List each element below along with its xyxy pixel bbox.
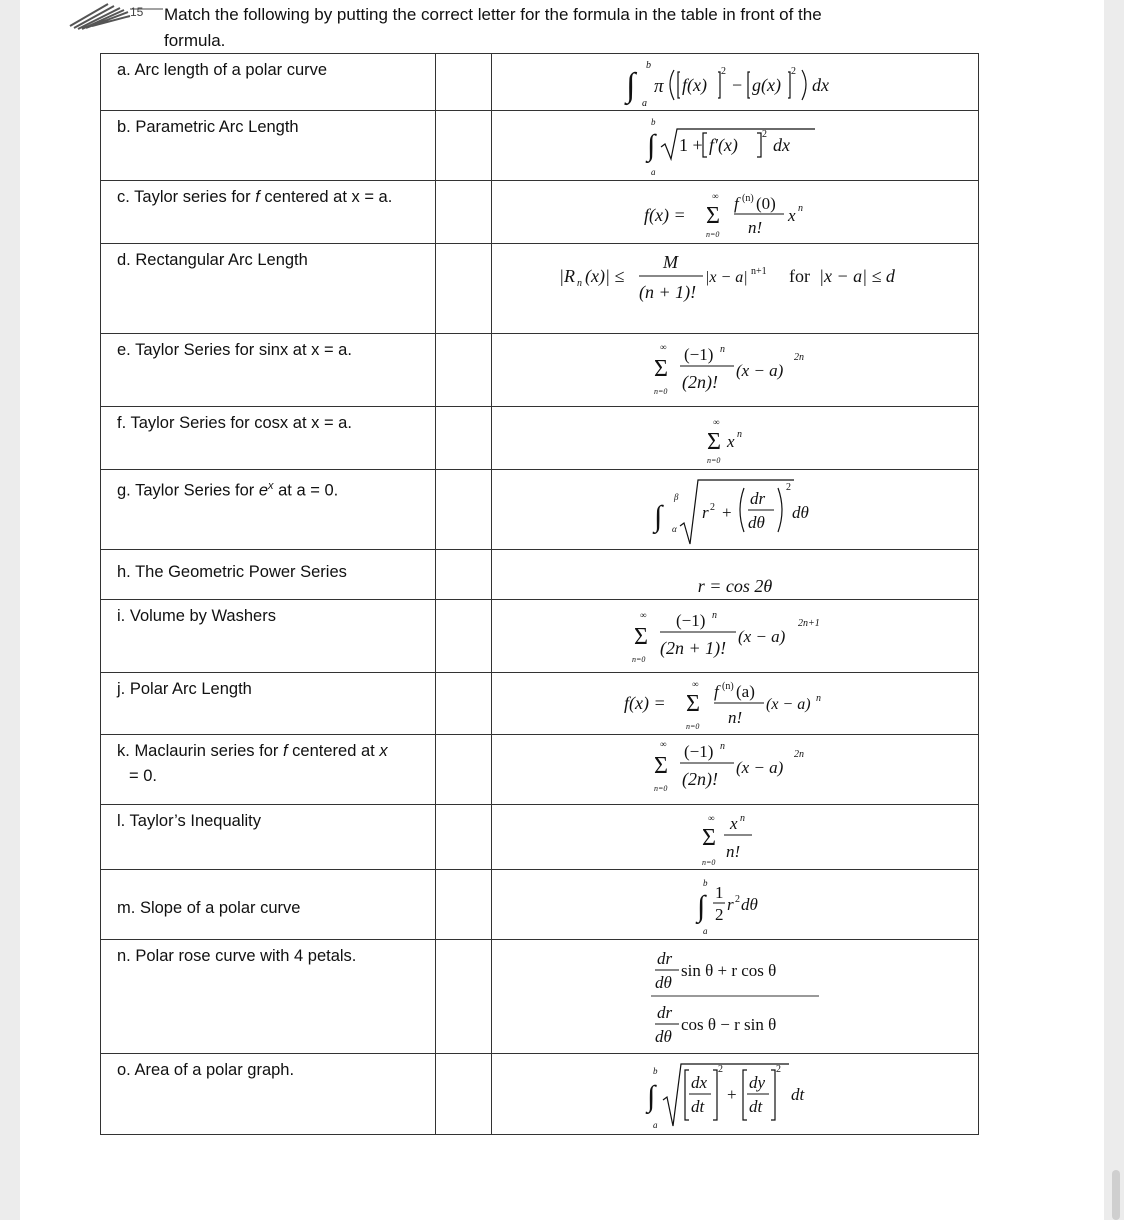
svg-text:n=0: n=0 (706, 230, 720, 239)
answer-blank-f[interactable] (436, 407, 492, 470)
description-a: a. Arc length of a polar curve (101, 54, 436, 111)
svg-text:b: b (653, 1066, 658, 1076)
svg-text:Σ: Σ (654, 753, 668, 779)
matching-table (100, 53, 979, 1135)
table-row (101, 600, 979, 673)
formula-geometric (492, 407, 979, 470)
svg-text:Σ: Σ (686, 691, 700, 717)
question-number: 15 (130, 5, 144, 19)
svg-text:n: n (816, 693, 821, 704)
svg-text:2: 2 (735, 894, 740, 905)
svg-text:(x − a): (x − a) (736, 361, 784, 380)
svg-text:α: α (672, 524, 677, 534)
svg-text:(x − a): (x − a) (738, 627, 786, 646)
table-row (101, 870, 979, 940)
svg-text:n=0: n=0 (686, 722, 700, 731)
svg-text:n!: n! (726, 842, 741, 861)
formula-rectangular-arc (492, 111, 979, 181)
table-row (101, 1054, 979, 1135)
description-n: n. Polar rose curve with 4 petals. (101, 940, 436, 1054)
svg-text:∞: ∞ (660, 342, 667, 352)
svg-text:2: 2 (715, 905, 724, 924)
table-row (101, 805, 979, 870)
svg-text:cos θ − r sin θ: cos θ − r sin θ (681, 1015, 777, 1034)
table-row (101, 470, 979, 550)
formula-polar-slope (492, 940, 979, 1054)
svg-text:1: 1 (715, 883, 724, 902)
svg-text:n: n (720, 344, 725, 355)
answer-blank-n[interactable] (436, 940, 492, 1054)
svg-text:n: n (798, 203, 803, 214)
svg-text:2: 2 (786, 482, 791, 493)
svg-text:n: n (737, 429, 742, 440)
svg-text:+: + (727, 1085, 737, 1104)
formula-taylor-a (492, 673, 979, 735)
answer-blank-j[interactable] (436, 673, 492, 735)
svg-text:∞: ∞ (713, 417, 720, 427)
answer-blank-g[interactable] (436, 470, 492, 550)
worksheet-page (20, 0, 1104, 1220)
table-row (101, 181, 979, 244)
svg-text:n+1: n+1 (751, 266, 767, 277)
svg-text:2: 2 (721, 66, 726, 77)
answer-blank-k[interactable] (436, 735, 492, 805)
description-e: e. Taylor Series for sinx at x = a. (101, 334, 436, 407)
svg-text:n!: n! (728, 708, 743, 727)
svg-text:(x − a): (x − a) (766, 696, 811, 713)
svg-text:f: f (734, 194, 739, 213)
svg-text:for: for (789, 266, 810, 286)
description-g: g. Taylor Series for $e^x$ at a = 0. (101, 470, 436, 550)
svg-text:(n): (n) (722, 681, 734, 692)
question-number-scribble (68, 0, 163, 30)
table-row (101, 54, 979, 111)
svg-text:n=0: n=0 (702, 858, 716, 867)
svg-text:dx: dx (691, 1073, 708, 1092)
svg-text:+: + (722, 503, 732, 522)
answer-blank-h[interactable] (436, 550, 492, 600)
description-k: k. Maclaurin series for f centered at x = 0. (101, 735, 436, 805)
svg-text:dx: dx (773, 135, 790, 155)
svg-text:(n): (n) (742, 193, 754, 204)
formula-taylor-inequality (492, 244, 979, 334)
svg-text:b: b (703, 878, 708, 888)
svg-text:2: 2 (718, 1064, 723, 1075)
svg-text:f(x) =: f(x) = (644, 205, 686, 225)
svg-text:2: 2 (710, 502, 715, 513)
svg-text:f(x): f(x) (682, 75, 707, 95)
formula-polar-area (492, 870, 979, 940)
description-m: m. Slope of a polar curve (101, 870, 436, 940)
formula-polar-arc (492, 470, 979, 550)
svg-text:(2n)!: (2n)! (682, 769, 718, 789)
table-row (101, 334, 979, 407)
svg-text:∞: ∞ (708, 813, 715, 823)
svg-text:n: n (712, 610, 717, 621)
svg-text:Σ: Σ (654, 356, 668, 382)
svg-text:∫: ∫ (647, 1080, 656, 1113)
svg-text:g(x): g(x) (752, 75, 781, 95)
description-f: f. Taylor Series for cosx at x = a. (101, 407, 436, 470)
svg-text:(0): (0) (756, 194, 776, 213)
svg-text:(x)| ≤: (x)| ≤ (585, 266, 625, 286)
description-b: b. Parametric Arc Length (101, 111, 436, 181)
answer-blank-b[interactable] (436, 111, 492, 181)
formula-washers (492, 54, 979, 111)
svg-text:dr: dr (657, 949, 673, 968)
svg-text:dθ: dθ (655, 1027, 672, 1046)
svg-text:sin θ + r cos θ: sin θ + r cos θ (681, 961, 777, 980)
description-d: d. Rectangular Arc Length (101, 244, 436, 334)
svg-text:(2n + 1)!: (2n + 1)! (660, 638, 727, 658)
svg-text:(2n)!: (2n)! (682, 372, 718, 392)
formula-cos-series (492, 334, 979, 407)
svg-text:a: a (651, 167, 656, 177)
svg-text:dr: dr (657, 1003, 673, 1022)
svg-text:1 +: 1 + (679, 135, 703, 155)
answer-blank-m[interactable] (436, 870, 492, 940)
svg-text:n=0: n=0 (654, 387, 668, 396)
svg-text:2: 2 (791, 66, 796, 77)
instruction-line-1: Match the following by putting the correct letter for the formula in the table in front of the (164, 5, 822, 24)
svg-text:dθ: dθ (655, 973, 672, 992)
svg-text:∫: ∫ (697, 890, 706, 923)
svg-text:dt: dt (691, 1097, 705, 1116)
svg-text:dr: dr (750, 489, 766, 508)
svg-text:n: n (577, 278, 582, 289)
svg-text:x: x (788, 206, 796, 225)
svg-text:a: a (703, 926, 708, 936)
svg-text:2n: 2n (794, 352, 804, 363)
svg-text:(−1): (−1) (684, 345, 714, 364)
answer-blank-a[interactable] (436, 54, 492, 111)
answer-blank-i[interactable] (436, 600, 492, 673)
svg-text:β: β (674, 492, 679, 502)
svg-text:∞: ∞ (692, 679, 699, 689)
svg-text:f′(x): f′(x) (709, 135, 738, 155)
table-row (101, 407, 979, 470)
description-o: o. Area of a polar graph. (101, 1054, 436, 1135)
svg-text:Σ: Σ (706, 203, 720, 229)
svg-text:dθ: dθ (741, 895, 758, 914)
svg-text:n: n (740, 813, 745, 824)
svg-text:π: π (654, 76, 664, 97)
svg-text:dt: dt (749, 1097, 763, 1116)
svg-text:r: r (727, 895, 734, 914)
answer-blank-o[interactable] (436, 1054, 492, 1135)
instruction-line-2: formula. (164, 31, 226, 50)
svg-text:x: x (730, 814, 738, 833)
svg-text:a: a (642, 98, 647, 109)
svg-text:dt: dt (791, 1085, 805, 1104)
svg-text:dθ: dθ (748, 513, 765, 532)
svg-text:b: b (651, 117, 656, 127)
svg-text:(−1): (−1) (684, 742, 714, 761)
svg-text:2n: 2n (794, 749, 804, 760)
description-l: l. Taylor’s Inequality (101, 805, 436, 870)
svg-text:|x − a| ≤ d: |x − a| ≤ d (819, 266, 895, 286)
table-row (101, 244, 979, 334)
table-row (101, 111, 979, 181)
svg-text:n=0: n=0 (654, 784, 668, 793)
svg-text:dy: dy (749, 1073, 766, 1092)
description-i: i. Volume by Washers (101, 600, 436, 673)
svg-text:f: f (714, 682, 719, 701)
formula-sin-series (492, 600, 979, 673)
svg-text:f(x) =: f(x) = (624, 693, 666, 713)
svg-text:r: r (702, 503, 709, 522)
svg-text:dx: dx (812, 75, 829, 95)
svg-text:|x − a|: |x − a| (705, 269, 748, 286)
formula-maclaurin (492, 181, 979, 244)
table-row (101, 550, 979, 600)
svg-text:∞: ∞ (660, 739, 667, 749)
table-row (101, 735, 979, 805)
svg-text:b: b (646, 60, 651, 71)
svg-text:|R: |R (559, 266, 575, 286)
svg-text:2: 2 (776, 1064, 781, 1075)
answer-blank-c[interactable] (436, 181, 492, 244)
svg-text:2n+1: 2n+1 (798, 618, 820, 629)
scrollbar[interactable] (1112, 1170, 1120, 1220)
svg-text:n: n (720, 741, 725, 752)
answer-blank-e[interactable] (436, 334, 492, 407)
description-h: h. The Geometric Power Series (101, 550, 436, 600)
svg-text:−: − (732, 75, 743, 95)
formula-rose: r = cos 2θ (492, 550, 979, 600)
svg-text:n!: n! (748, 218, 763, 237)
svg-text:∞: ∞ (640, 610, 647, 620)
svg-text:a: a (653, 1120, 658, 1130)
svg-text:∫: ∫ (626, 67, 636, 104)
table-row (101, 940, 979, 1054)
svg-text:∫: ∫ (647, 129, 656, 162)
description-j: j. Polar Arc Length (101, 673, 436, 735)
svg-text:x: x (727, 432, 735, 451)
answer-blank-d[interactable] (436, 244, 492, 334)
instructions (164, 2, 924, 54)
svg-text:(n + 1)!: (n + 1)! (639, 282, 697, 302)
table-row (101, 673, 979, 735)
formula-parametric-arc (492, 1054, 979, 1135)
svg-text:∞: ∞ (712, 191, 719, 201)
answer-blank-l[interactable] (436, 805, 492, 870)
svg-text:Σ: Σ (707, 429, 721, 455)
svg-text:Σ: Σ (702, 825, 716, 851)
svg-text:2: 2 (762, 129, 767, 140)
svg-text:(x − a): (x − a) (736, 758, 784, 777)
svg-text:dθ: dθ (792, 503, 809, 522)
svg-text:Σ: Σ (634, 624, 648, 650)
formula-cos-series-2 (492, 735, 979, 805)
svg-text:∫: ∫ (654, 500, 663, 533)
formula-exp-series (492, 805, 979, 870)
svg-text:n=0: n=0 (707, 456, 721, 465)
description-c: c. Taylor series for f centered at x = a. (101, 181, 436, 244)
svg-text:(a): (a) (736, 682, 755, 701)
svg-text:n=0: n=0 (632, 655, 646, 664)
svg-text:M: M (663, 252, 678, 272)
svg-text:(−1): (−1) (676, 611, 706, 630)
